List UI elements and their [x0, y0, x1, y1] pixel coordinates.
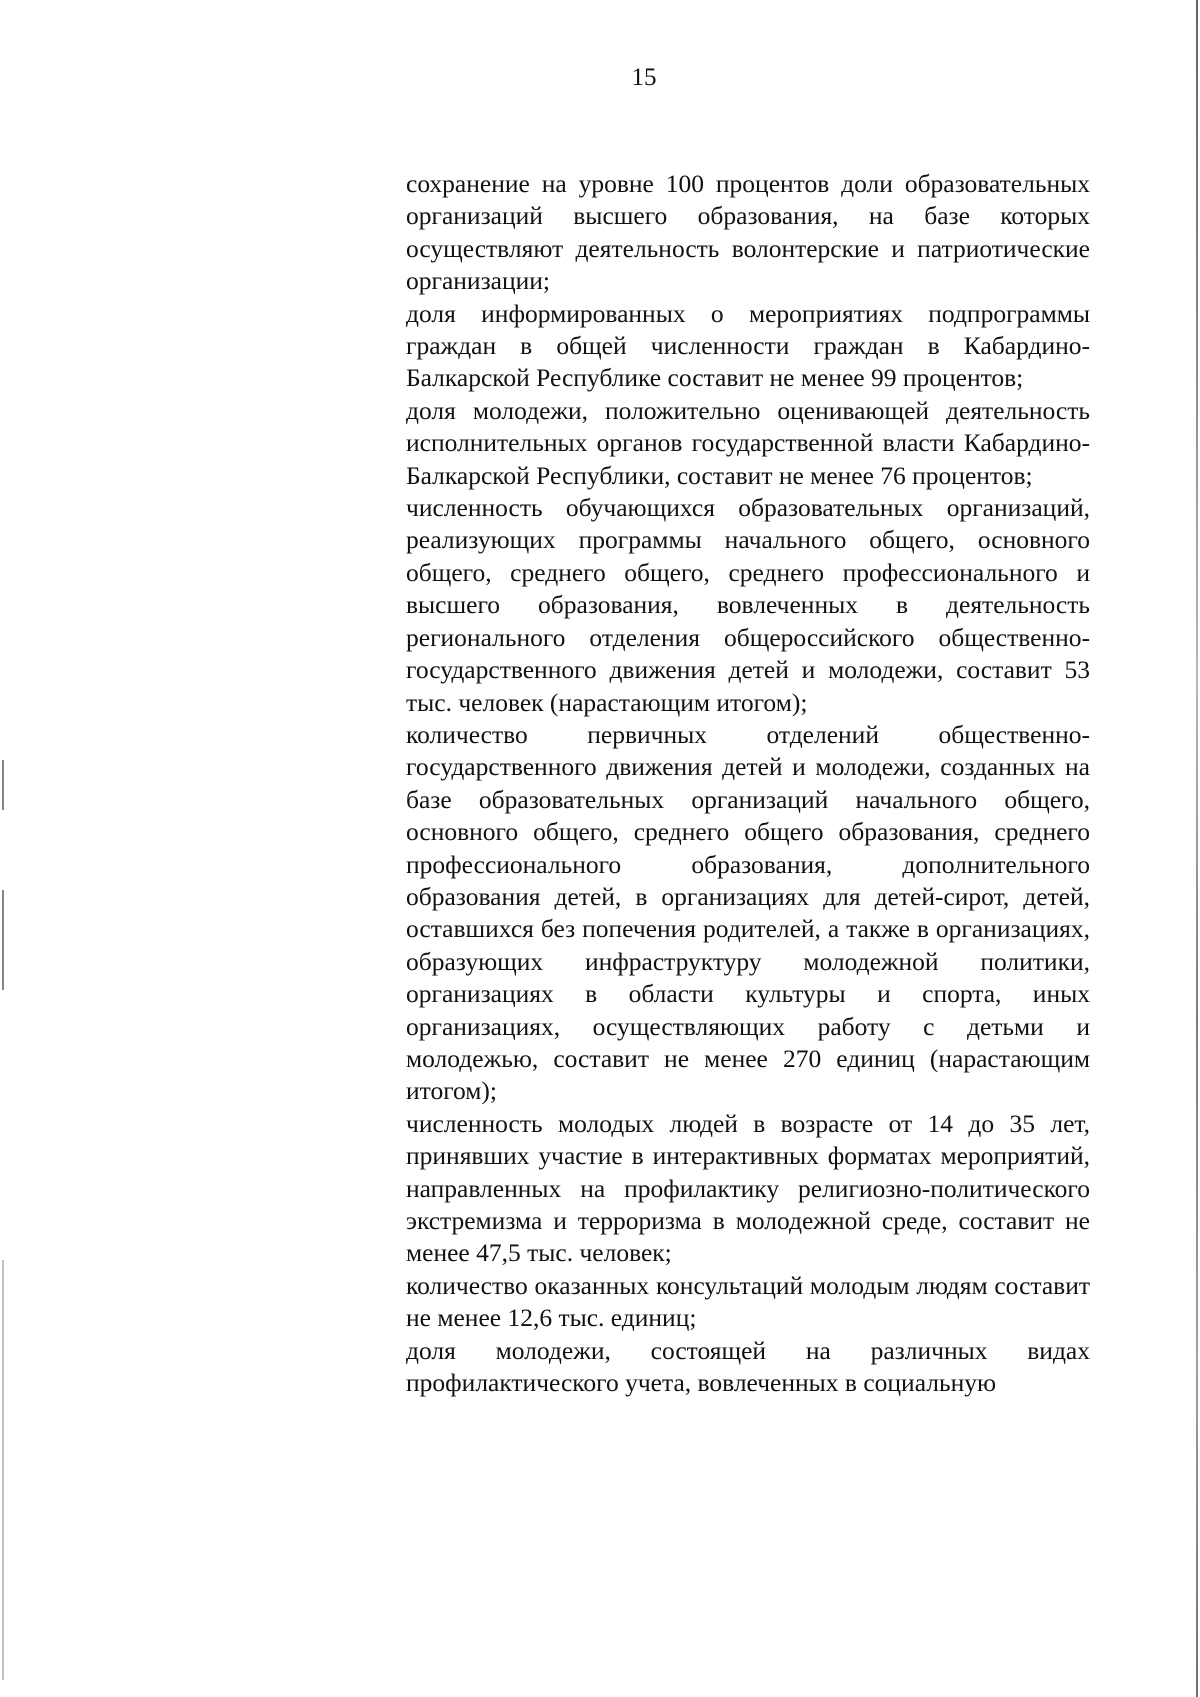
paragraph-students-movement: численность обучающихся образовательных организаций, реализующих программы начального общего, основного общего, среднего общего, среднего профессионального и высшего образования, вовлеченных в деятельность регионального отделения общероссийского общественно-государственного движения детей и молодежи, составит 53 тыс. человек (нарастающим итогом);: [406, 493, 1090, 717]
paragraph-preventive-registration: доля молодежи, состоящей на различных видах профилактического учета, вовлеченных в социальную: [406, 1335, 1090, 1398]
paragraph-extremism-prevention: численность молодых людей в возрасте от 14 до 35 лет, принявших участие в интерактивных форматах мероприятий, направленных на профилактику религиозно-политического экстремизма и терроризма в молодежной среде, составит не менее 47,5 тыс. человек;: [406, 1108, 1090, 1268]
page-number: 15: [631, 64, 657, 91]
paragraph-primary-branches: количество первичных отделений общественно-государственного движения детей и молодежи, созданных на базе образовательных организаций начального общего, основного общего, среднего общего образования, среднего профессионального образования, дополнительного образования детей, в организациях для детей-сирот, детей, оставшихся без попечения родителей, а также в организациях, образующих инфраструктуру молодежной политики, организациях в области культуры и спорта, иных организациях, осуществляющих работу с детьми и молодежью, составит не менее 270 единиц (нарастающим итогом);: [406, 719, 1090, 1106]
scan-edge-left: [2, 760, 4, 810]
paragraph-youth-assessment: доля молодежи, положительно оценивающей деятельность исполнительных органов государственной власти Кабардино-Балкарской Республики, составит не менее 76 процентов;: [406, 395, 1090, 490]
scan-edge-right: [1196, 0, 1198, 1697]
document-body: [406, 168, 1090, 1399]
paragraph-consultations: количество оказанных консультаций молодым людям составит не менее 12,6 тыс. единиц;: [406, 1270, 1090, 1333]
scan-edge-left: [2, 890, 4, 990]
scan-edge-left: [2, 1260, 4, 1680]
paragraph-informed-citizens: доля информированных о мероприятиях подпрограммы граждан в общей численности граждан в Кабардино-Балкарской Республике составит не менее 99 процентов;: [406, 298, 1090, 393]
paragraph-volunteer-organizations: сохранение на уровне 100 процентов доли образовательных организаций высшего образования, на базе которых осуществляют деятельность волонтерские и патриотические организации;: [406, 169, 1090, 296]
